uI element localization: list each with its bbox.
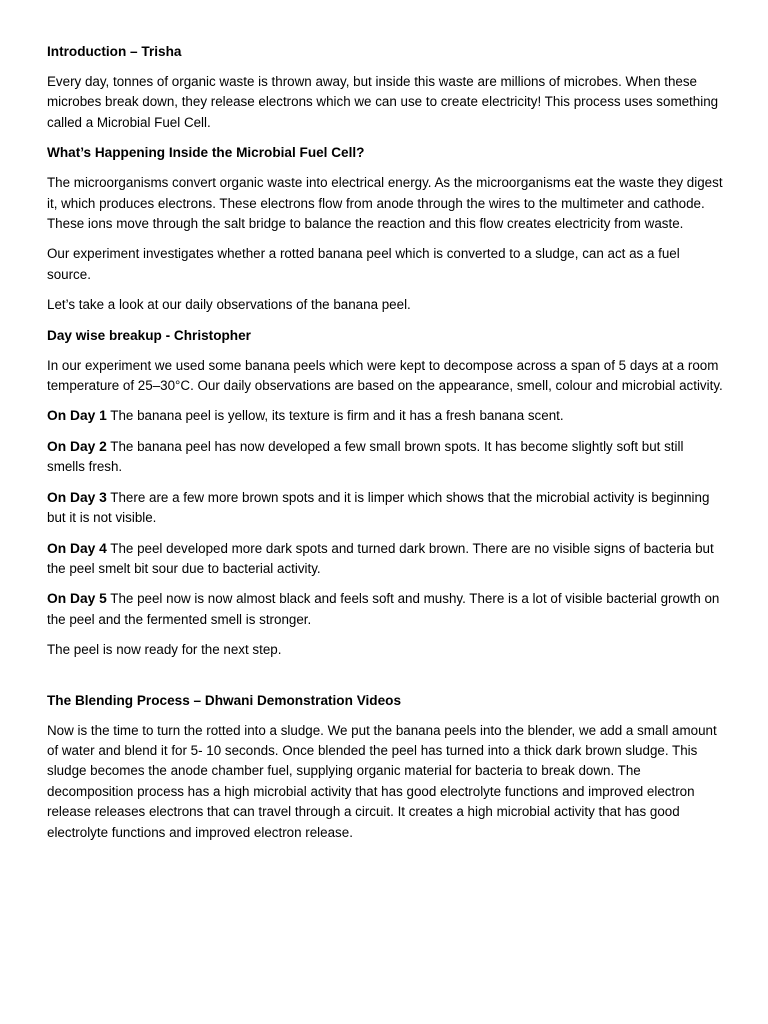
- daywise-heading: Day wise breakup - Christopher: [47, 327, 251, 343]
- day-5-label: On Day 5: [47, 591, 107, 607]
- daywise-paragraph: In our experiment we used some banana peels which were kept to decompose across a span of 5 days at a room temperature of 25–30°C. Our daily observations are based on the appearance, smell, colour and microbial activity.: [47, 357, 723, 394]
- section-spacer: [47, 671, 723, 691]
- day-4-text: The peel developed more dark spots and turned dark brown. There are no visible signs of bacteria but the peel smelt bit sour due to bacterial activity.: [47, 540, 714, 576]
- day-3-text: There are a few more brown spots and it is limper which shows that the microbial activity is beginning but it is not visible.: [47, 489, 710, 526]
- document-page: [47, 42, 723, 853]
- blending-paragraph: Now is the time to turn the rotted into a sludge. We put the banana peels into the blender, we add a small amount of water and blend it for 5- 10 seconds. Once blended the peel has turned into a thick dark brown sludge. This sludge becomes the anode chamber fuel, supplying organic material for bacteria to break down. The decomposition process has a high microbial activity that has good electrolyte functions and improved electron release releases electrons that can travel through a circuit. It creates a high microbial activity that has good electrolyte functions and improved electron release.: [47, 722, 717, 840]
- inside-paragraph-1: The microorganisms convert organic waste into electrical energy. As the microorganisms eat the waste they digest it, which produces electrons. These electrons flow from anode through the wires to the multimeter and cathode. These ions move through the salt bridge to balance the reaction and this flow creates electricity from waste.: [47, 175, 723, 232]
- day-1-observation: [47, 406, 723, 426]
- inside-heading: What’s Happening Inside the Microbial Fuel Cell?: [47, 145, 365, 161]
- intro-heading: Introduction – Trisha: [47, 44, 182, 59]
- day-1-label: On Day 1: [47, 408, 107, 424]
- day-5-observation: [47, 589, 723, 630]
- day-4-label: On Day 4: [47, 540, 107, 556]
- day-2-label: On Day 2: [47, 438, 107, 454]
- blending-heading: The Blending Process – Dhwani Demonstration Videos: [47, 692, 402, 708]
- inside-paragraph-3: Let’s take a look at our daily observations of the banana peel.: [47, 297, 411, 313]
- daywise-closing: The peel is now ready for the next step.: [47, 642, 282, 658]
- day-3-observation: [47, 488, 723, 529]
- day-1-text: The banana peel is yellow, its texture is firm and it has a fresh banana scent.: [106, 408, 564, 424]
- day-2-observation: [47, 437, 723, 478]
- day-5-text: The peel now is now almost black and feels soft and mushy. There is a lot of visible bacterial growth on the peel and the fermented smell is stronger.: [47, 591, 720, 627]
- inside-paragraph-2: Our experiment investigates whether a rotted banana peel which is converted to a sludge, can act as a fuel source.: [47, 246, 680, 282]
- day-2-text: The banana peel has now developed a few small brown spots. It has become slightly soft but still smells fresh.: [47, 438, 684, 475]
- day-3-label: On Day 3: [47, 489, 107, 505]
- intro-paragraph: Every day, tonnes of organic waste is thrown away, but inside this waste are millions of microbes. When these microbes break down, they release electrons which we can use to create electricity! This process uses something called a Microbial Fuel Cell.: [47, 74, 719, 130]
- day-4-observation: [47, 539, 723, 580]
